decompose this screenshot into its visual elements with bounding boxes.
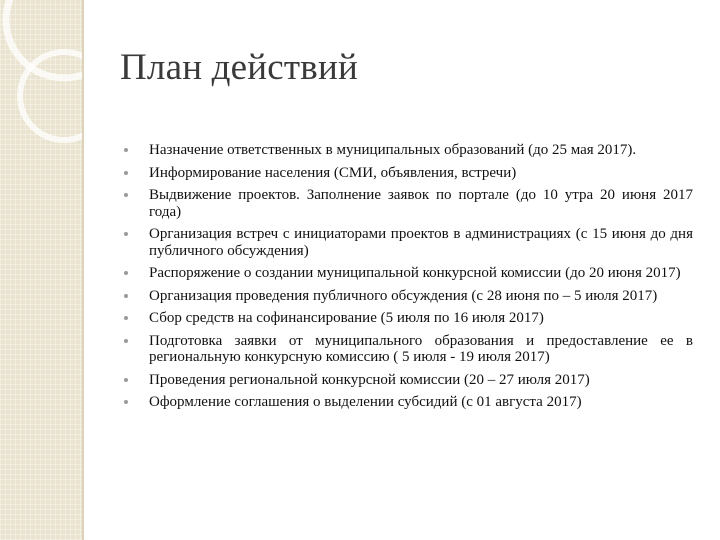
list-item [123,288,693,305]
list-item [123,372,693,389]
list-item [123,165,693,182]
list-item-text: Назначение ответственных в муниципальных образований (до 25 мая 2017). [149,142,637,158]
list-item-text: Распоряжение о создании муниципальной конкурсной комиссии (до 20 июня 2017) [149,265,681,281]
list-item-text: Организация проведения публичного обсуждения (с 28 июня по – 5 июля 2017) [149,287,658,304]
bullet-icon [124,193,128,197]
list-item [123,394,693,411]
list-item [123,310,693,327]
list-item [123,187,693,220]
bullet-icon [124,400,128,404]
bullet-icon [124,232,128,236]
list-item-text: Выдвижение проектов. Заполнение заявок по портале (до 10 утра 20 июня 2017 года) [149,187,693,220]
bullet-icon [124,378,128,382]
slide-title: План действий [120,47,358,88]
list-item [123,142,693,159]
decorative-rings [0,0,84,160]
list-item [123,333,693,366]
bullet-icon [124,339,128,343]
list-item-text: Проведения региональной конкурсной комиссии (20 – 27 июля 2017) [149,371,590,388]
list-item-text: Оформление соглашения о выделении субсидий (с 01 августа 2017) [149,394,582,410]
bullet-icon [124,148,128,152]
list-item-text: Сбор средств на софинансирование (5 июля по 16 июля 2017) [149,310,544,326]
list-item-text: Подготовка заявки от муниципального образования и предоставление ее в региональную конкурсную комиссию ( 5 июля - 19 июля 2017) [149,332,693,365]
bullet-icon [124,171,128,175]
bullet-icon [124,316,128,320]
list-item-text: Информирование населения (СМИ, объявления, встречи) [149,164,517,181]
list-item [123,226,693,259]
list-item-text: Организация встреч с инициаторами проектов в администрациях (с 15 июня до дня публичного обсуждения) [149,226,693,259]
list-item [123,265,693,282]
bullet-icon [124,294,128,298]
bullet-icon [124,271,128,275]
action-plan-list [123,142,693,417]
band-divider [82,0,84,540]
